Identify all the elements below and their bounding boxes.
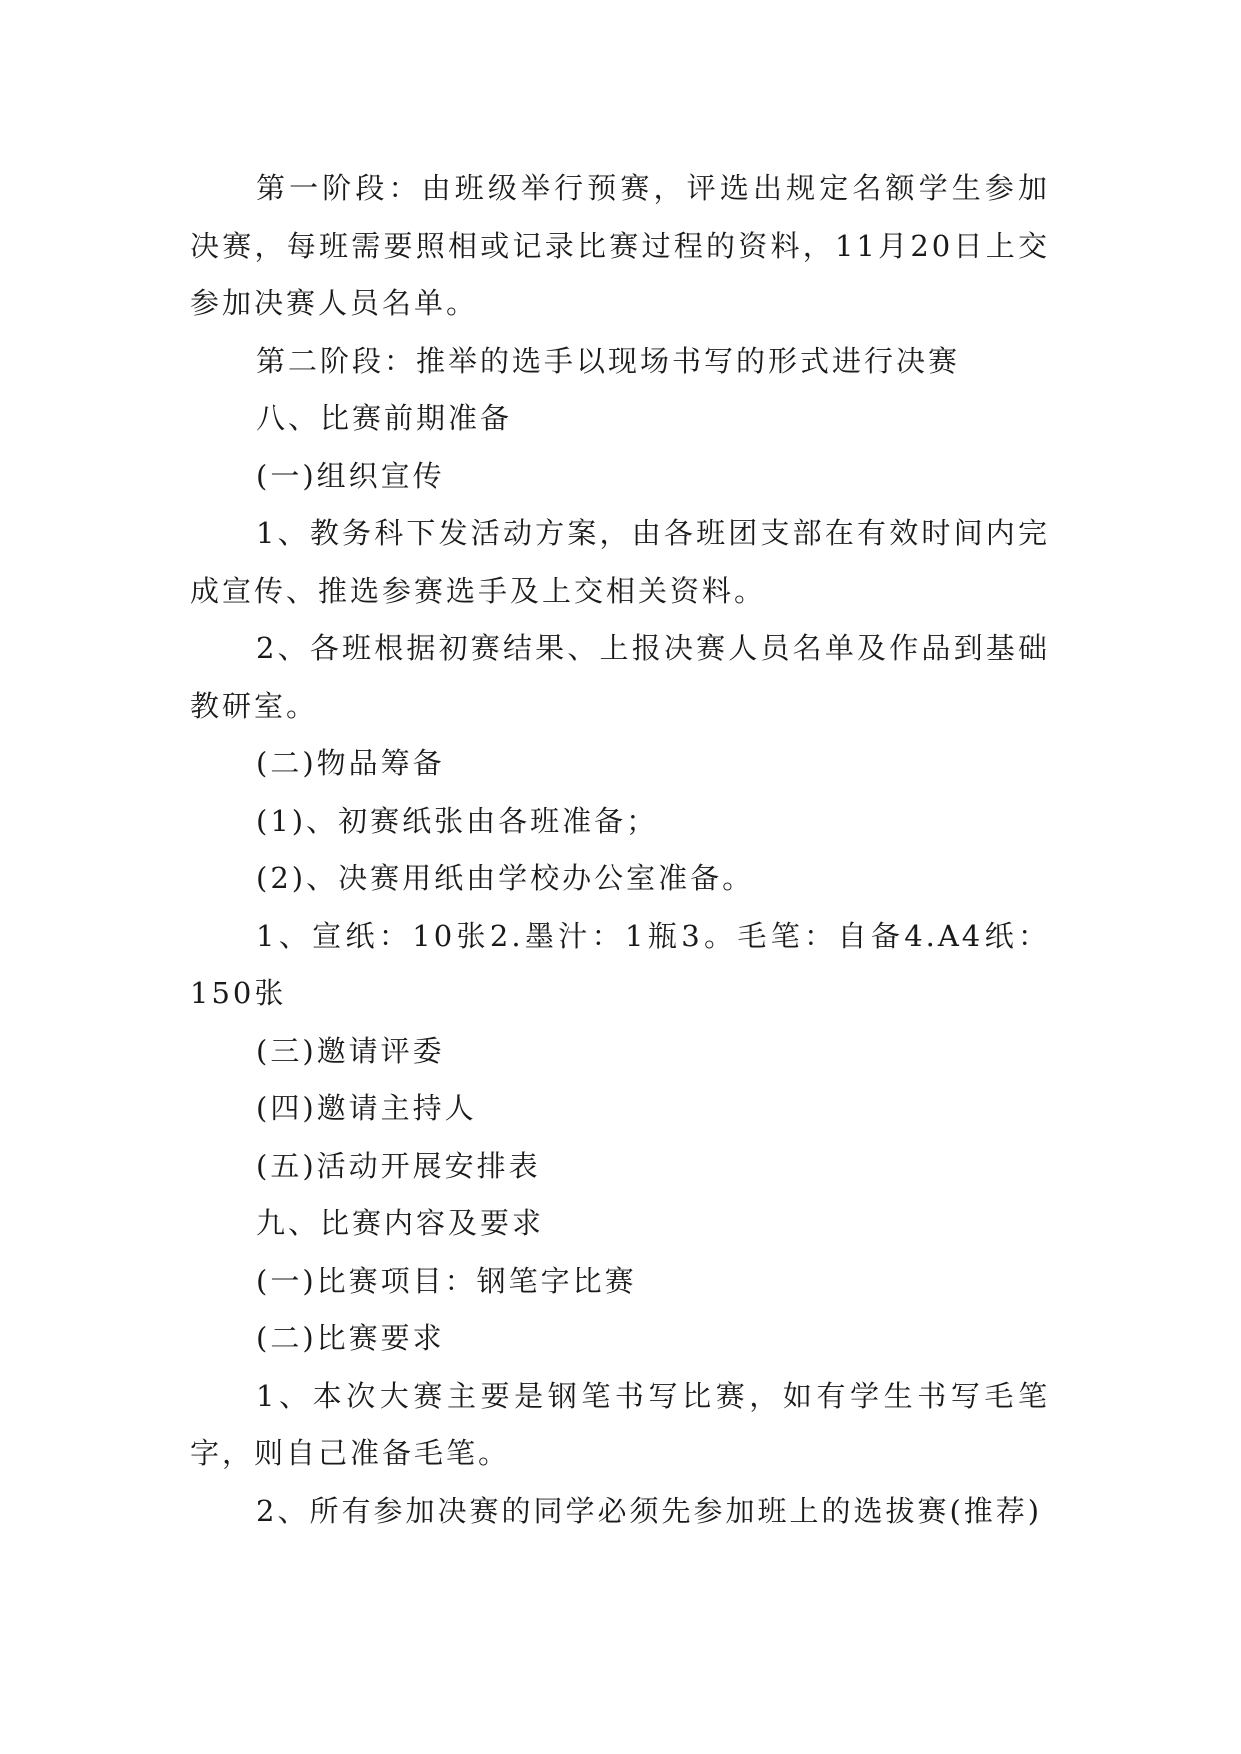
paragraph-item-2: 2、各班根据初赛结果、上报决赛人员名单及作品到基础教研室。 xyxy=(190,631,1050,723)
subheading-schedule: (五)活动开展安排表 xyxy=(256,1148,541,1183)
subheading-event: (一)比赛项目：钢笔字比赛 xyxy=(256,1263,637,1298)
paragraph-item-1: 1、教务科下发活动方案，由各班团支部在有效时间内完成宣传、推选参赛选手及上交相关资料。 xyxy=(190,516,1050,608)
paragraph-requirement-2: 2、所有参加决赛的同学必须先参加班上的选拔赛(推荐) xyxy=(256,1493,1043,1528)
paragraph-stage-one: 第一阶段：由班级举行预赛，评选出规定名额学生参加决赛，每班需要照相或记录比赛过程的资料，11月20日上交参加决赛人员名单。 xyxy=(190,171,1050,320)
paragraph-supply-2: (2)、决赛用纸由学校办公室准备。 xyxy=(256,861,755,895)
subheading-requirements: (二)比赛要求 xyxy=(256,1321,445,1355)
subheading-supplies: (二)物品筹备 xyxy=(256,746,445,780)
section-heading-nine: 九、比赛内容及要求 xyxy=(256,1206,545,1240)
paragraph-supply-1: (1)、初赛纸张由各班准备； xyxy=(256,803,659,838)
subheading-host: (四)邀请主持人 xyxy=(256,1091,477,1125)
subheading-judges: (三)邀请评委 xyxy=(256,1033,445,1068)
subheading-publicity: (一)组织宣传 xyxy=(256,458,445,493)
paragraph-stage-two: 第二阶段：推举的选手以现场书写的形式进行决赛 xyxy=(256,343,961,378)
section-heading-eight: 八、比赛前期准备 xyxy=(256,401,513,435)
document-body xyxy=(190,160,1050,1540)
paragraph-requirement-1: 1、本次大赛主要是钢笔书写比赛，如有学生书写毛笔字，则自己准备毛笔。 xyxy=(190,1378,1050,1470)
paragraph-supply-list: 1、宣纸：10张2.墨汁：1瓶3。毛笔：自备4.A4纸：150张 xyxy=(190,918,1050,1010)
